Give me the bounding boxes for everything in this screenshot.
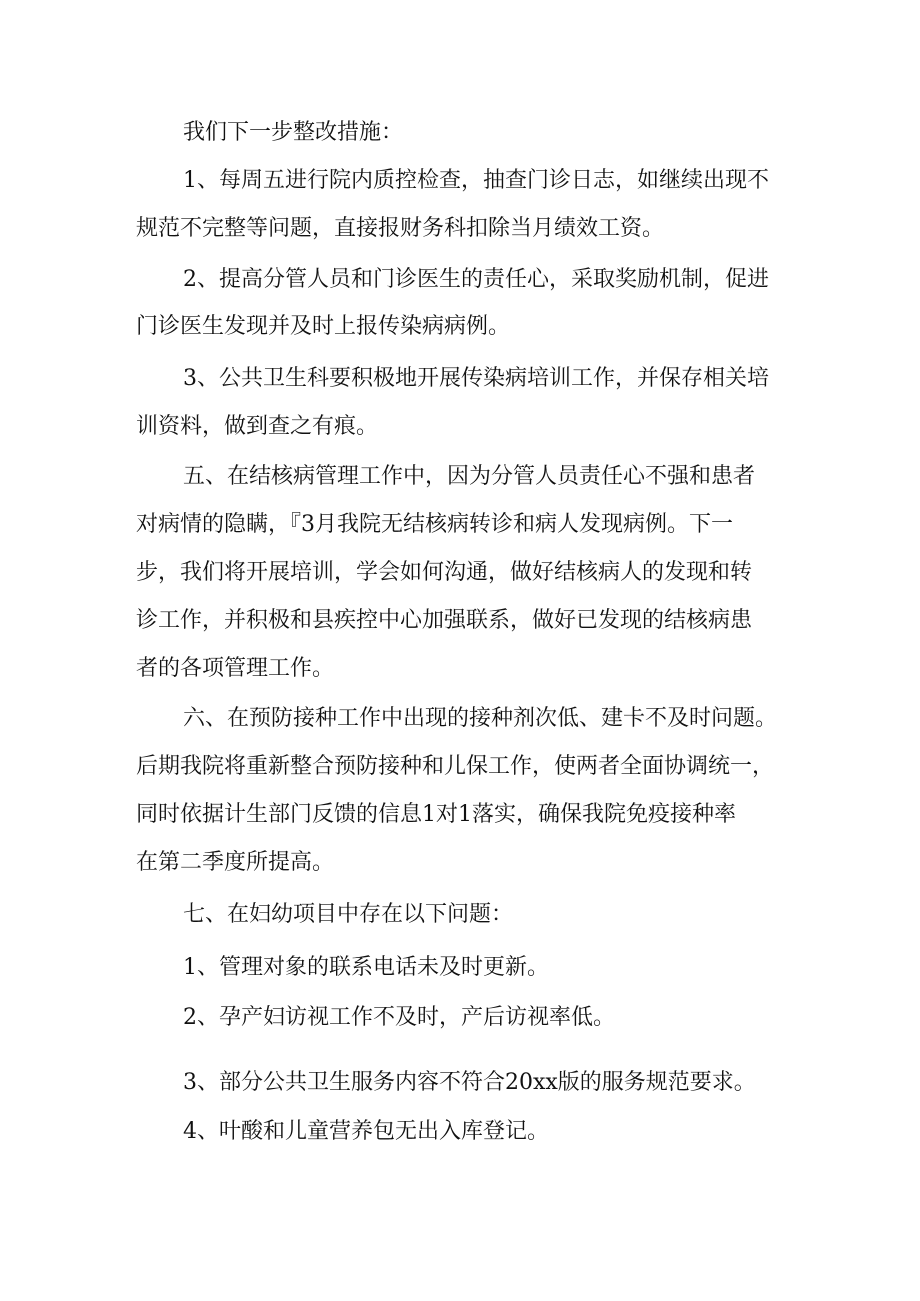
section-heading-measures: 我们下一步整改措施： bbox=[183, 120, 404, 145]
paragraph-line: 诊工作，并积极和县疾控中心加强联系，做好已发现的结核病患 bbox=[136, 608, 753, 633]
paragraph-line: 规范不完整等问题，直接报财务科扣除当月绩效工资。 bbox=[136, 216, 665, 241]
paragraph-line: 五、在结核病管理工作中，因为分管人员责任心不强和患者 bbox=[183, 464, 756, 489]
paragraph-line: 步，我们将开展培训，学会如何沟通，做好结核病人的发现和转 bbox=[136, 560, 753, 585]
list-item: 1、管理对象的联系电话未及时更新。 bbox=[183, 955, 549, 980]
paragraph-line: 门诊医生发现并及时上报传染病病例。 bbox=[136, 314, 511, 339]
paragraph-line: 同时依据计生部门反馈的信息1对1落实，确保我院免疫接种率 bbox=[136, 802, 736, 827]
paragraph-line: 1、每周五进行院内质控检查，抽查门诊日志，如继续出现不 bbox=[183, 168, 769, 193]
paragraph-line: 训资料，做到查之有痕。 bbox=[136, 414, 379, 439]
paragraph-line: 2、提高分管人员和门诊医生的责任心，采取奖励机制，促进 bbox=[183, 267, 769, 292]
list-item: 4、叶酸和儿童营养包无出入库登记。 bbox=[183, 1119, 549, 1144]
list-item: 3、部分公共卫生服务内容不符合20xx版的服务规范要求。 bbox=[183, 1070, 756, 1095]
paragraph-line: 六、在预防接种工作中出现的接种剂次低、建卡不及时问题。 bbox=[183, 706, 778, 731]
paragraph-line: 3、公共卫生科要积极地开展传染病培训工作，并保存相关培 bbox=[183, 366, 769, 391]
paragraph-line: 者的各项管理工作。 bbox=[136, 656, 335, 681]
list-item: 2、孕产妇访视工作不及时，产后访视率低。 bbox=[183, 1005, 615, 1030]
paragraph-line: 在第二季度所提高。 bbox=[136, 850, 335, 875]
section-heading-maternal-child: 七、在妇幼项目中存在以下问题： bbox=[183, 902, 514, 927]
paragraph-line: 后期我院将重新整合预防接种和儿保工作，使两者全面协调统一， bbox=[136, 754, 775, 779]
paragraph-line: 对病情的隐瞒，『3月我院无结核病转诊和病人发现病例。下一 bbox=[136, 512, 733, 537]
